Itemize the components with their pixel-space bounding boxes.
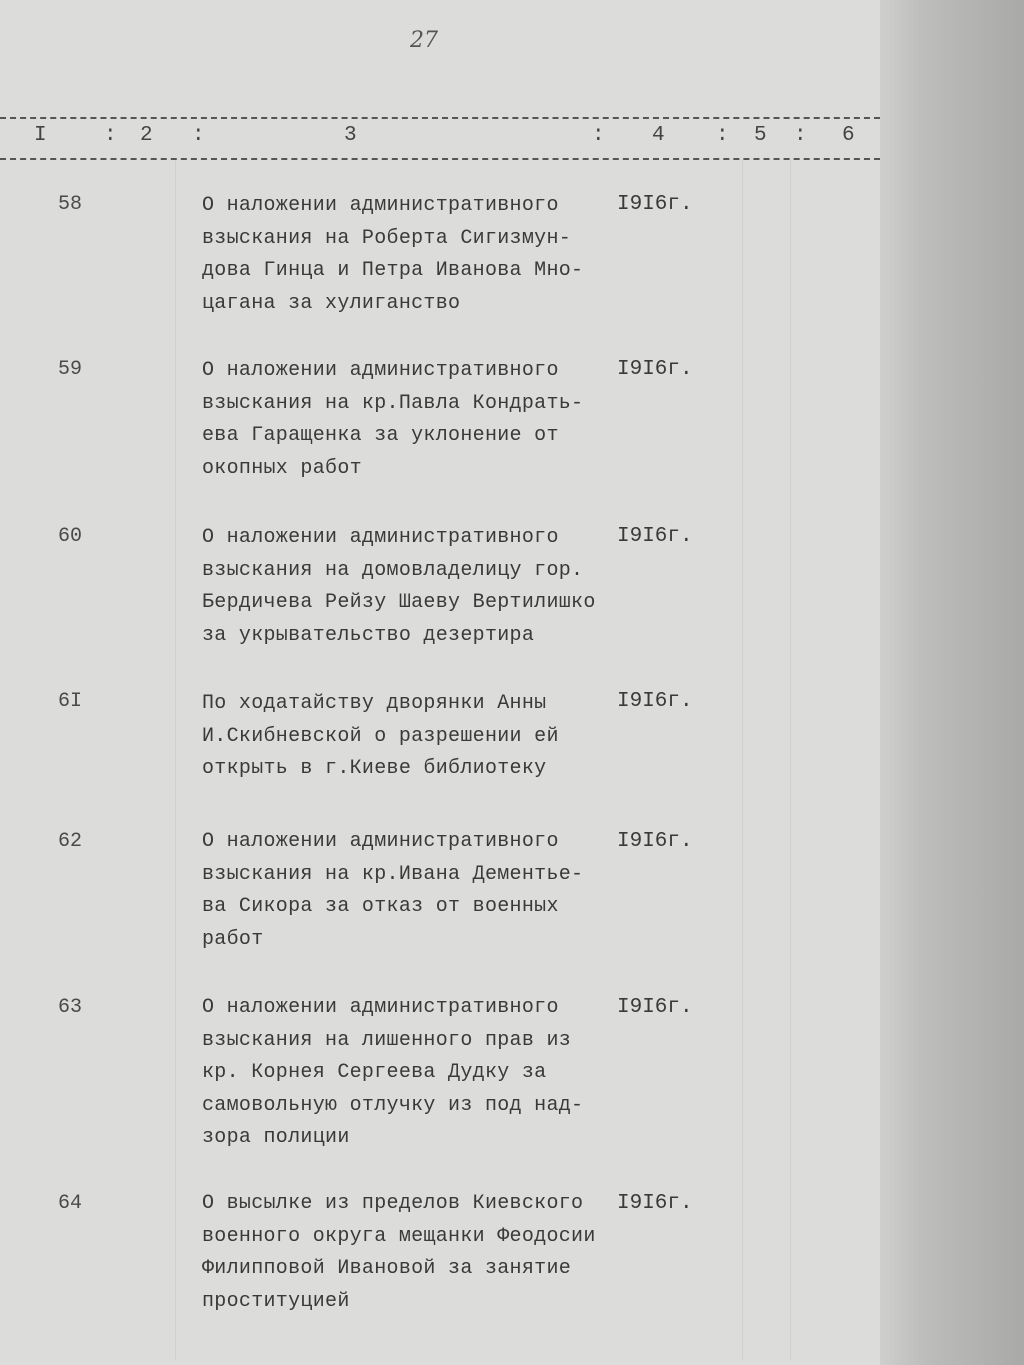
header-rule-bottom	[0, 158, 880, 160]
col-separator: :	[716, 124, 729, 147]
row-title: По ходатайству дворянки Анны И.Скибневской о разрешении ей открыть в г.Киеве библиотеку	[202, 692, 559, 780]
row-year: I9I6г.	[617, 193, 693, 216]
row-number: 63	[58, 996, 83, 1019]
col-header-4: 4	[652, 124, 665, 147]
row-number: 59	[58, 358, 83, 381]
col-separator: :	[192, 124, 205, 147]
row-title: О высылке из пределов Киевского военного округа мещанки Феодосии Филипповой Ивановой за занятие проституцией	[202, 1192, 596, 1313]
row-year: I9I6г.	[617, 996, 693, 1019]
row-year: I9I6г.	[617, 358, 693, 381]
row-year: I9I6г.	[617, 1192, 693, 1215]
col-separator: :	[104, 124, 117, 147]
row-number: 60	[58, 525, 83, 548]
page-number: 27	[410, 28, 438, 53]
col-header-3: 3	[344, 124, 357, 147]
col-header-6: 6	[842, 124, 855, 147]
header-rule-top	[0, 117, 880, 119]
row-number: 58	[58, 193, 83, 216]
page-edge-shadow	[880, 0, 1024, 1365]
row-year: I9I6г.	[617, 690, 693, 713]
col-header-2: 2	[140, 124, 153, 147]
col-separator: :	[794, 124, 807, 147]
row-year: I9I6г.	[617, 525, 693, 548]
col-header-1: I	[34, 124, 47, 147]
column-line	[175, 160, 176, 1360]
col-separator: :	[592, 124, 605, 147]
column-line	[790, 160, 791, 1360]
row-number: 64	[58, 1192, 83, 1215]
row-title: О наложении административного взыскания на кр.Ивана Дементье- ва Сикора за отказ от военных работ	[202, 830, 584, 951]
row-number: 6I	[58, 690, 83, 713]
row-number: 62	[58, 830, 83, 853]
row-title: О наложении административного взыскания на Роберта Сигизмун- дова Гинца и Петра Иванова Мно- цагана за хулиганство	[202, 194, 584, 315]
row-year: I9I6г.	[617, 830, 693, 853]
col-header-5: 5	[754, 124, 767, 147]
row-title: О наложении административного взыскания на кр.Павла Кондрать- ева Гаращенка за уклонение от окопных работ	[202, 359, 584, 480]
row-title: О наложении административного взыскания на домовладелицу гор. Бердичева Рейзу Шаеву Вертилишко за укрывательство дезертира	[202, 526, 596, 647]
row-title: О наложении административного взыскания на лишенного прав из кр. Корнея Сергеева Дудку за самовольную отлучку из под над- зора полиции	[202, 996, 584, 1149]
column-line	[742, 160, 743, 1360]
